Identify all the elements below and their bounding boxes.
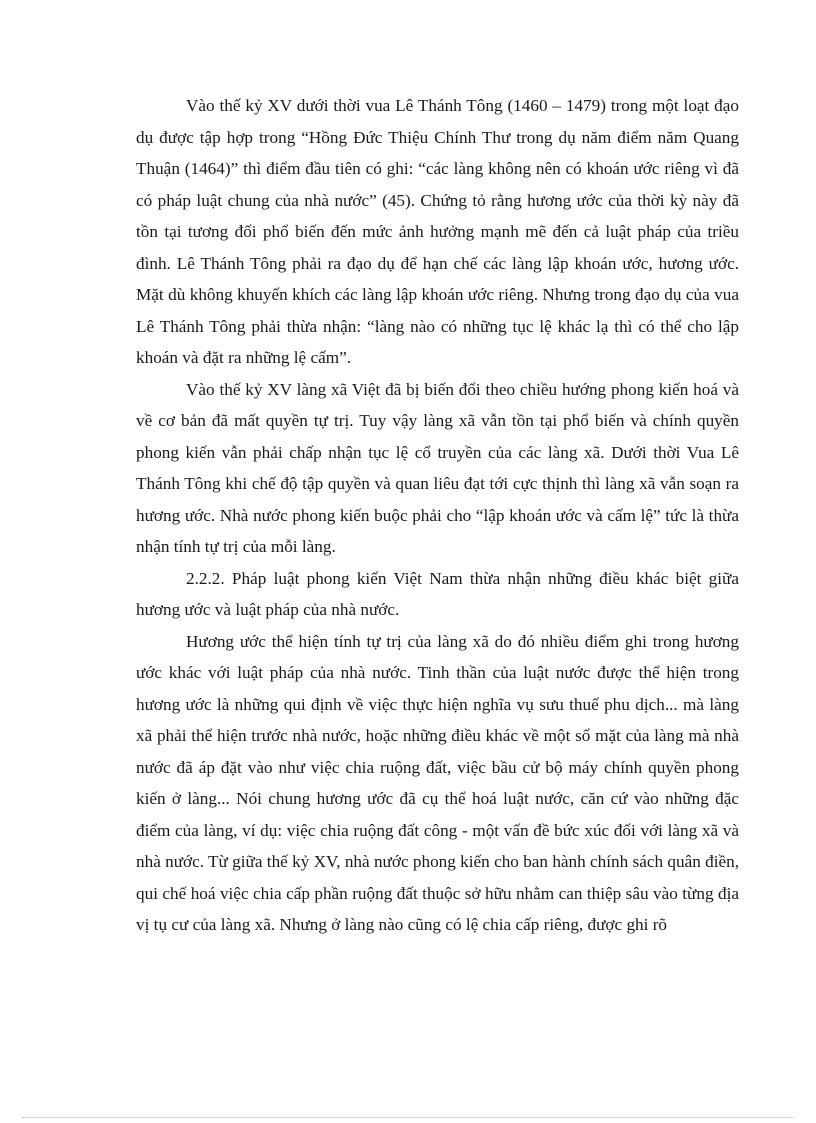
- document-body: [136, 90, 739, 941]
- section-heading-2-2-2: 2.2.2. Pháp luật phong kiến Việt Nam thừa nhận những điều khác biệt giữa hương ước và luật pháp của nhà nước.: [136, 568, 739, 619]
- page-bottom-border: [22, 1117, 794, 1118]
- paragraph-le-thanh-tong-edict: Vào thế kỷ XV dưới thời vua Lê Thánh Tông (1460 – 1479) trong một loạt đạo dụ được tập hợp trong “Hồng Đức Thiệu Chính Thư trong dụ năm điểm năm Quang Thuận (1464)” thì điểm đầu tiên có ghi: “các làng không nên có khoán ước riêng vì đã có pháp luật chung của nhà nước” (45). Chứng tỏ rằng hương ước của thời kỳ này đã tồn tại tương đối phổ biến đến mức ảnh hưởng mạnh mẽ đến cả luật pháp của triều đình. Lê Thánh Tông phải ra đạo dụ để hạn chế các làng lập khoán ước, hương ước. Mặt dù không khuyến khích các làng lập khoán ước riêng. Nhưng trong đạo dụ của vua Lê Thánh Tông phải thừa nhận: “làng nào có những tục lệ khác lạ thì có thể cho lập khoán và đặt ra những lệ cấm”.: [136, 96, 739, 367]
- paragraph-village-autonomy: Vào thế kỷ XV làng xã Việt đã bị biến đổi theo chiều hướng phong kiến hoá và về cơ bản đã mất quyền tự trị. Tuy vậy làng xã vẫn tồn tại phổ biến và chính quyền phong kiến vẫn phải chấp nhận tục lệ cổ truyền của các làng xã. Dưới thời Vua Lê Thánh Tông khi chế độ tập quyền và quan liêu đạt tới cực thịnh thì làng xã vẫn soạn ra hương ước. Nhà nước phong kiến buộc phải cho “lập khoán ước và cấm lệ” tức là thừa nhận tính tự trị của mỗi làng.: [136, 379, 739, 556]
- paragraph-village-charter-differences: Hương ước thể hiện tính tự trị của làng xã do đó nhiều điểm ghi trong hương ước khác với luật pháp của nhà nước. Tinh thần của luật nước được thể hiện trong hương ước là những qui định về việc thực hiện nghĩa vụ sưu thuế phu dịch... mà làng xã phải thể hiện trước nhà nước, hoặc những điều khác về một số mặt của làng mà nhà nước đã áp đặt vào như việc chia ruộng đất, việc bầu cử bộ máy chính quyền phong kiến ở làng... Nói chung hương ước đã cụ thể hoá luật nước, căn cứ vào những đặc điểm của làng, ví dụ: việc chia ruộng đất công - một vấn đề bức xúc đối với làng xã và nhà nước. Từ giữa thế kỷ XV, nhà nước phong kiến cho ban hành chính sách quân điền, qui chế hoá việc chia cấp phần ruộng đất thuộc sở hữu nhằm can thiệp sâu vào từng địa vị tụ cư của làng xã. Nhưng ở làng nào cũng có lệ chia cấp riêng, được ghi rõ: [136, 631, 739, 934]
